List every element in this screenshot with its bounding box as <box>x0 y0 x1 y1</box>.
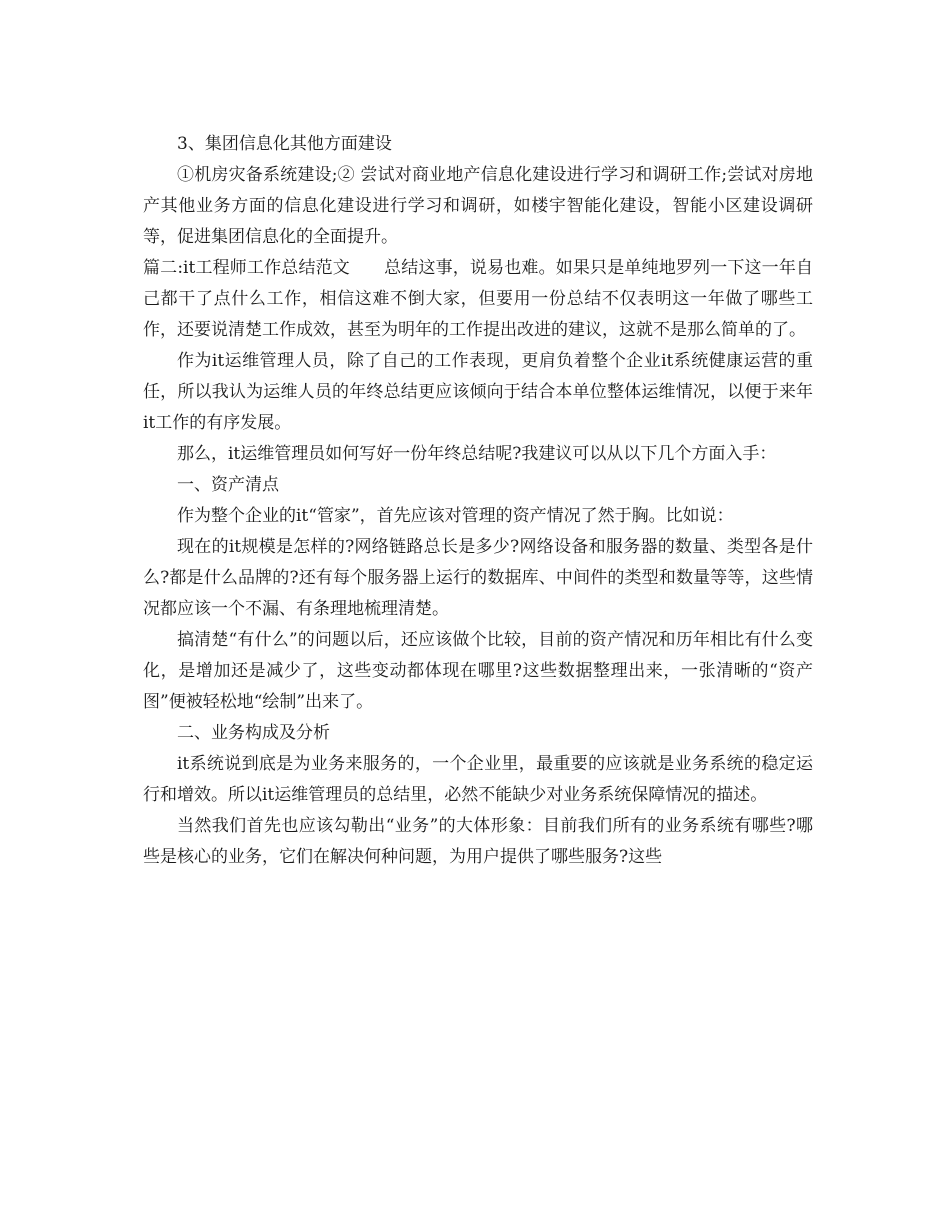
document-body <box>143 129 813 873</box>
paragraph: 作为整个企业的it“管家”，首先应该对管理的资产情况了然于胸。比如说： <box>177 506 734 526</box>
paragraph-intro: 总结这事，说易也难。如果只是单纯地罗列一下这一年自己都干了点什么工作，相信这难不倒大家，但要用一份总结不仅表明这一年做了哪些工作，还要说清楚工作成效，甚至为明年的工作提出改进的建议，这就不是那么简单的了。 <box>143 258 814 340</box>
paragraph: 搞清楚“有什么”的问题以后，还应该做个比较，目前的资产情况和历年相比有什么变化，是增加还是减少了，这些变动都体现在哪里?这些数据整理出来，一张清晰的“资产图”便被轻松地“绘制”出来了。 <box>143 630 813 712</box>
paragraph: 那么，it运维管理员如何写好一份年终总结呢?我建议可以从以下几个方面入手： <box>177 444 777 464</box>
paragraph: it系统说到底是为业务来服务的，一个企业里，最重要的应该就是业务系统的稳定运行和增效。所以it运维管理员的总结里，必然不能缺少对业务系统保障情况的描述。 <box>143 754 813 805</box>
paragraph: ①机房灾备系统建设;② 尝试对商业地产信息化建设进行学习和调研工作;尝试对房地产其他业务方面的信息化建设进行学习和调研，如楼宇智能化建设，智能小区建设调研等，促进集团信息化的全面提升。 <box>143 165 813 247</box>
paragraph: 现在的it规模是怎样的?网络链路总长是多少?网络设备和服务器的数量、类型各是什么?都是什么品牌的?还有每个服务器上运行的数据库、中间件的类型和数量等等，这些情况都应该一个不漏、有条理地梳理清楚。 <box>143 537 813 619</box>
article-title: 篇二:it工程师工作总结范文 <box>143 258 350 278</box>
article-title-line <box>143 253 813 346</box>
paragraph: 作为it运维管理人员，除了自己的工作表现，更肩负着整个企业it系统健康运营的重任，所以我认为运维人员的年终总结更应该倾向于结合本单位整体运维情况，以便于来年it工作的有序发展。 <box>143 351 813 433</box>
paragraph: 当然我们首先也应该勾勒出“业务”的大体形象：目前我们所有的业务系统有哪些?哪些是核心的业务，它们在解决何种问题，为用户提供了哪些服务?这些 <box>143 816 813 867</box>
section-heading-1: 一、资产清点 <box>177 475 279 495</box>
section-heading-3: 3、集团信息化其他方面建设 <box>177 134 392 154</box>
section-heading-2: 二、业务构成及分析 <box>177 723 330 743</box>
